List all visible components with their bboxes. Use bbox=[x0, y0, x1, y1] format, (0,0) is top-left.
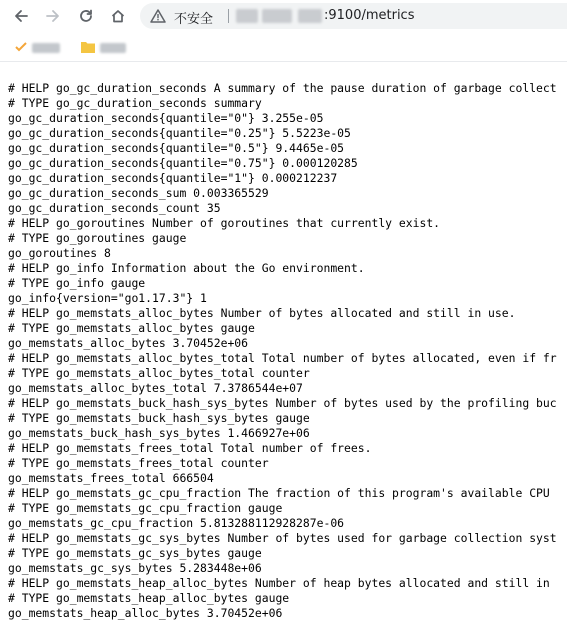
metrics-line: go_memstats_heap_alloc_bytes 3.70452e+06 bbox=[8, 606, 283, 620]
metrics-line: # TYPE go_memstats_buck_hash_sys_bytes gauge bbox=[8, 411, 310, 425]
metrics-line: # TYPE go_goroutines gauge bbox=[8, 231, 187, 245]
metrics-line: go_memstats_alloc_bytes_total 7.3786544e+07 bbox=[8, 381, 303, 395]
bookmark-item[interactable] bbox=[14, 41, 60, 55]
metrics-line: # TYPE go_memstats_gc_cpu_fraction gauge bbox=[8, 501, 283, 515]
redacted-host-part bbox=[298, 9, 322, 23]
url-text: :9100/metrics bbox=[324, 8, 415, 23]
warning-icon[interactable] bbox=[150, 8, 166, 28]
metrics-line: go_gc_duration_seconds{quantile="1"} 0.000212237 bbox=[8, 171, 338, 185]
metrics-line: # TYPE go_info gauge bbox=[8, 276, 146, 290]
metrics-line: # TYPE go_memstats_alloc_bytes_total counter bbox=[8, 366, 310, 380]
metrics-line: # TYPE go_memstats_alloc_bytes gauge bbox=[8, 321, 255, 335]
browser-toolbar bbox=[0, 0, 567, 33]
metrics-line: # HELP go_gc_duration_seconds A summary of the pause duration of garbage collect bbox=[8, 81, 557, 95]
metrics-line: go_memstats_gc_sys_bytes 5.283448e+06 bbox=[8, 561, 262, 575]
metrics-line: go_gc_duration_seconds{quantile="0.75"} 0.000120285 bbox=[8, 156, 358, 170]
address-bar[interactable] bbox=[140, 3, 567, 29]
redacted-host-part bbox=[236, 9, 258, 23]
metrics-line: # TYPE go_memstats_gc_sys_bytes gauge bbox=[8, 546, 262, 560]
bookmark-icon bbox=[14, 39, 28, 58]
metrics-line: # HELP go_memstats_buck_hash_sys_bytes Number of bytes used by the profiling buc bbox=[8, 396, 557, 410]
metrics-line: go_goroutines 8 bbox=[8, 246, 111, 260]
metrics-line: go_memstats_buck_hash_sys_bytes 1.466927e+06 bbox=[8, 426, 310, 440]
metrics-line: go_memstats_frees_total 666504 bbox=[8, 471, 214, 485]
metrics-line: # TYPE go_gc_duration_seconds summary bbox=[8, 96, 262, 110]
metrics-line: go_gc_duration_seconds{quantile="0.5"} 9.4465e-05 bbox=[8, 141, 345, 155]
metrics-line: # HELP go_goroutines Number of goroutines that currently exist. bbox=[8, 216, 441, 230]
metrics-text bbox=[8, 81, 567, 621]
bookmark-folder[interactable] bbox=[80, 41, 126, 55]
separator bbox=[228, 9, 229, 23]
metrics-line: # HELP go_memstats_heap_alloc_bytes Number of heap bytes allocated and still in bbox=[8, 576, 550, 590]
metrics-line: # HELP go_info Information about the Go environment. bbox=[8, 261, 365, 275]
metrics-line: # HELP go_memstats_alloc_bytes Number of bytes allocated and still in use. bbox=[8, 306, 516, 320]
folder-icon bbox=[80, 39, 96, 58]
metrics-line: # TYPE go_memstats_frees_total counter bbox=[8, 456, 269, 470]
metrics-line: # HELP go_memstats_alloc_bytes_total Total number of bytes allocated, even if fr bbox=[8, 351, 557, 365]
security-label: 不安全 bbox=[174, 12, 214, 27]
metrics-line: go_gc_duration_seconds_sum 0.003365529 bbox=[8, 186, 269, 200]
redacted-bookmark-label bbox=[100, 43, 126, 53]
metrics-line: # TYPE go_memstats_heap_alloc_bytes gauge bbox=[8, 591, 290, 605]
metrics-line: go_memstats_alloc_bytes 3.70452e+06 bbox=[8, 336, 249, 350]
metrics-line: go_gc_duration_seconds{quantile="0"} 3.255e-05 bbox=[8, 111, 324, 125]
metrics-line: # HELP go_memstats_gc_cpu_fraction The fraction of this program's available CPU bbox=[8, 486, 550, 500]
redacted-host-part bbox=[262, 9, 292, 23]
reload-icon[interactable] bbox=[76, 6, 96, 26]
metrics-line: go_memstats_gc_cpu_fraction 5.813288112928287e-06 bbox=[8, 516, 345, 530]
metrics-line: go_info{version="go1.17.3"} 1 bbox=[8, 291, 207, 305]
metrics-line: # HELP go_memstats_gc_sys_bytes Number of bytes used for garbage collection syst bbox=[8, 531, 557, 545]
metrics-line: # HELP go_memstats_frees_total Total number of frees. bbox=[8, 441, 372, 455]
metrics-line: go_gc_duration_seconds{quantile="0.25"} 5.5223e-05 bbox=[8, 126, 351, 140]
back-arrow-icon[interactable] bbox=[11, 6, 31, 26]
metrics-line: go_gc_duration_seconds_count 35 bbox=[8, 201, 221, 215]
bookmarks-bar bbox=[0, 33, 567, 62]
home-icon[interactable] bbox=[108, 6, 128, 26]
forward-arrow-icon[interactable] bbox=[43, 6, 63, 26]
redacted-bookmark-label bbox=[32, 43, 60, 53]
